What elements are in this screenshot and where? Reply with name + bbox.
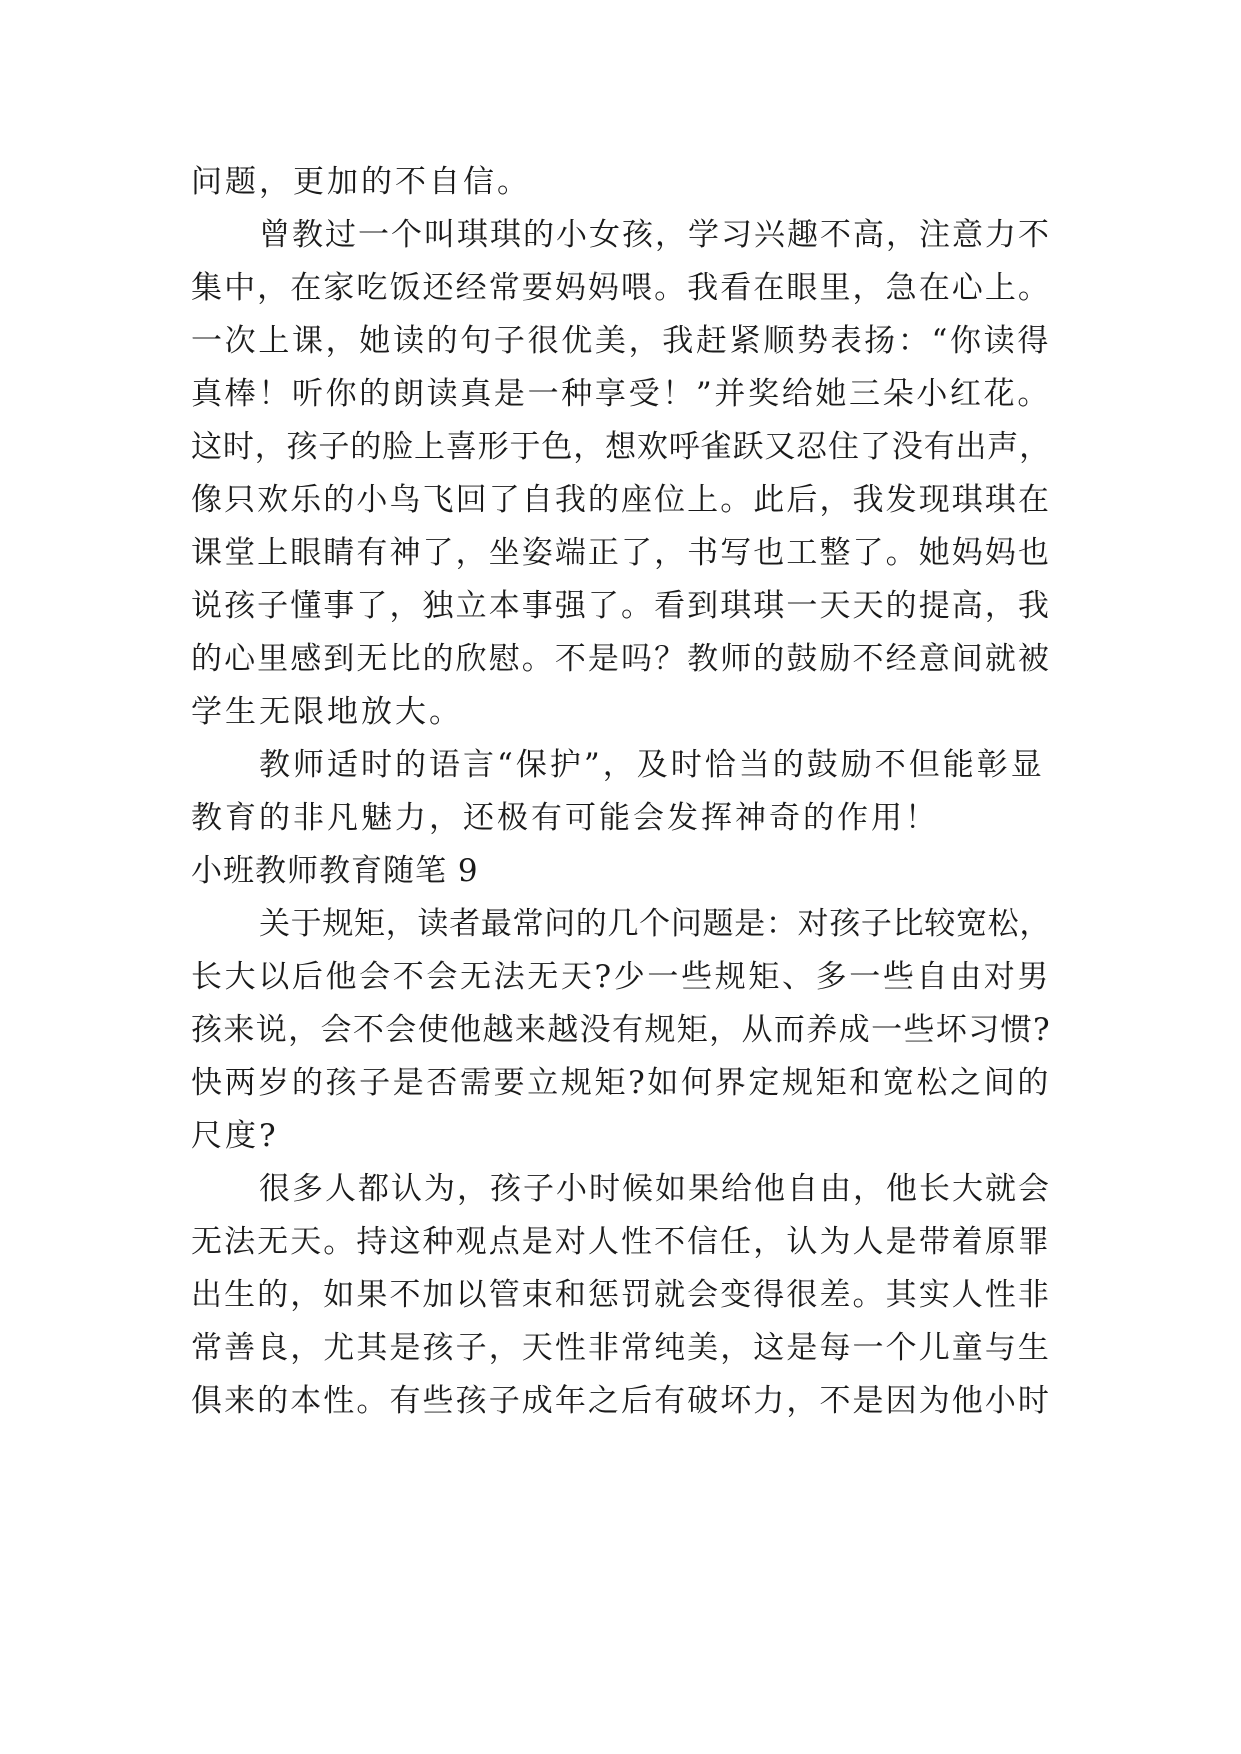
text-line: 孩来说，会不会使他越来越没有规矩，从而养成一些坏习惯? bbox=[191, 1012, 1051, 1048]
text-line: 教师适时的语言“保护”，及时恰当的鼓励不但能彰显 bbox=[259, 747, 1045, 783]
text-line: 曾教过一个叫琪琪的小女孩，学习兴趣不高，注意力不 bbox=[259, 217, 1051, 253]
text-line: 俱来的本性。有些孩子成年之后有破坏力，不是因为他小时 bbox=[191, 1383, 1051, 1419]
document-body bbox=[191, 156, 1051, 1428]
text-line: 出生的，如果不加以管束和惩罚就会变得很差。其实人性非 bbox=[191, 1277, 1051, 1313]
text-line: 课堂上眼睛有神了，坐姿端正了，书写也工整了。她妈妈也 bbox=[191, 535, 1051, 571]
text-line: 真棒！听你的朗读真是一种享受！”并奖给她三朵小红花。 bbox=[191, 376, 1051, 412]
section-heading: 小班教师教育随笔 9 bbox=[191, 853, 479, 889]
text-line: 这时，孩子的脸上喜形于色，想欢呼雀跃又忍住了没有出声， bbox=[191, 429, 1051, 465]
text-line: 的心里感到无比的欣慰。不是吗？教师的鼓励不经意间就被 bbox=[191, 641, 1051, 677]
text-line: 教育的非凡魅力，还极有可能会发挥神奇的作用！ bbox=[191, 800, 939, 836]
text-line: 关于规矩，读者最常问的几个问题是：对孩子比较宽松， bbox=[259, 906, 1051, 942]
text-line: 说孩子懂事了，独立本事强了。看到琪琪一天天的提高，我 bbox=[191, 588, 1051, 624]
text-line: 无法无天。持这种观点是对人性不信任，认为人是带着原罪 bbox=[191, 1224, 1051, 1260]
text-line: 集中，在家吃饭还经常要妈妈喂。我看在眼里，急在心上。 bbox=[191, 270, 1051, 306]
text-line: 像只欢乐的小鸟飞回了自我的座位上。此后，我发现琪琪在 bbox=[191, 482, 1051, 518]
text-line: 尺度? bbox=[191, 1118, 279, 1154]
text-line: 长大以后他会不会无法无天?少一些规矩、多一些自由对男 bbox=[191, 959, 1051, 995]
text-line: 一次上课，她读的句子很优美，我赶紧顺势表扬：“你读得 bbox=[191, 323, 1051, 359]
text-line: 学生无限地放大。 bbox=[191, 694, 463, 730]
text-line: 问题，更加的不自信。 bbox=[191, 164, 531, 200]
text-line: 快两岁的孩子是否需要立规矩?如何界定规矩和宽松之间的 bbox=[191, 1065, 1051, 1101]
text-line: 常善良，尤其是孩子，天性非常纯美，这是每一个儿童与生 bbox=[191, 1330, 1051, 1366]
text-line: 很多人都认为，孩子小时候如果给他自由，他长大就会 bbox=[259, 1171, 1051, 1207]
